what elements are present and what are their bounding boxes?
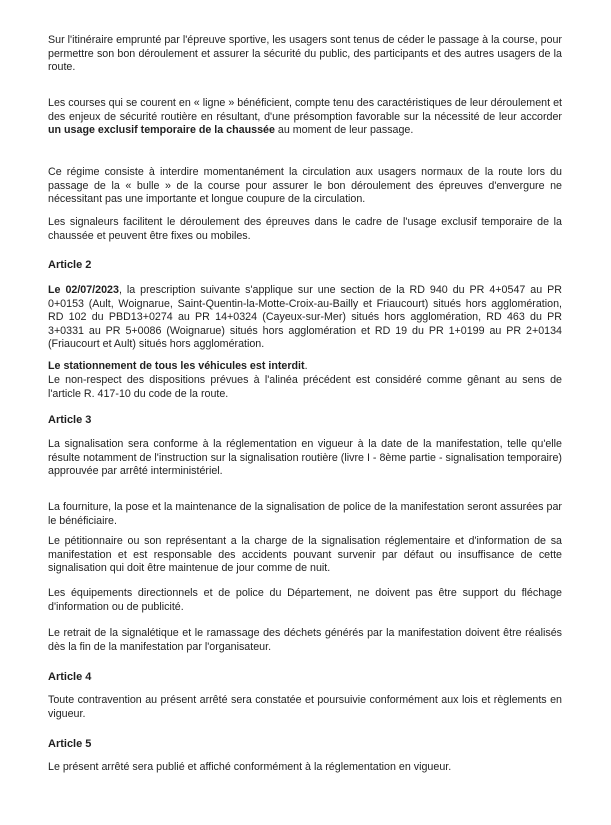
article-5-heading: Article 5 [48, 738, 92, 750]
article-3-paragraph-2: La fourniture, la pose et la maintenance de la signalisation de police de la manifestation seront assurées par le bénéficiaire. [48, 501, 562, 527]
article-3-paragraph-1: La signalisation sera conforme à la réglementation en vigueur à la date de la manifestation, telle qu'elle résulte notamment de l'instruction sur la signalisation routière (livre I - 8ème partie - signalisation temporaire) approuvée par arrêté interministériel. [48, 438, 562, 477]
intro-p2-text-start: Les courses qui se courent en « ligne » bénéficient, compte tenu des caractéristiques de leur déroulement et des enjeux de sécurité routière en résultant, d'une présomption favorable sur la nécessité de leur accorder [48, 97, 562, 123]
intro-paragraph-3: Ce régime consiste à interdire momentanément la circulation aux usagers normaux de la route lors du passage de la « bulle » de la course pour assurer le bon déroulement des épreuves d'envergure ne nécessitant pas une importante et longue coupure de la circulation. [48, 166, 562, 205]
intro-paragraph-4: Les signaleurs facilitent le déroulement des épreuves dans le cadre de l'usage exclusif temporaire de la chaussée et peuvent être fixes ou mobiles. [48, 216, 562, 242]
article-2-date: Le 02/07/2023 [48, 284, 119, 296]
article-3-paragraph-5: Le retrait de la signalétique et le ramassage des déchets générés par la manifestation doivent être réalisés dès la fin de la manifestation par l'organisateur. [48, 627, 562, 653]
intro-paragraph-1: Sur l'itinéraire emprunté par l'épreuve sportive, les usagers sont tenus de céder le passage à la course, pour permettre son bon déroulement et assurer la sécurité du public, des participants et des autres usagers de la route. [48, 34, 562, 73]
article-2-heading: Article 2 [48, 259, 92, 271]
intro-paragraph-2 [48, 97, 562, 138]
article-3-heading: Article 3 [48, 414, 92, 426]
intro-p2-emphasis: un usage exclusif temporaire de la chaussée [48, 124, 275, 136]
article-2-paragraph-1 [48, 284, 562, 352]
intro-p2-text-end: au moment de leur passage. [274, 124, 414, 136]
parking-ban-period: . [304, 360, 308, 372]
parking-ban-text: Le stationnement de tous les véhicules est interdit [48, 360, 305, 372]
article-2-prescription: , la prescription suivante s'applique sur une section de la RD 940 du PR 4+0547 au PR 0+0153 (Ault, Woignarue, Saint-Quentin-la-Motte-Croix-au-Bailly et Friaucourt) situés hors agglomération, RD 102 du PBD13+0274 au PR 14+0324 (Cayeux-sur-Mer) situés hors agglomération, RD 463 du PR 3+0331 au PR 5+0086 (Woignarue) situés hors agglomération et RD 19 du PR 1+0199 au PR 2+0134 (Friaucourt et Ault) situés hors agglomération. [48, 284, 562, 350]
article-3-paragraph-4: Les équipements directionnels et de police du Département, ne doivent pas être support du fléchage d'information ou de publicité. [48, 587, 562, 613]
article-5-paragraph-1: Le présent arrêté sera publié et affiché conformément à la réglementation en vigueur. [48, 761, 452, 773]
article-3-paragraph-3: Le pétitionnaire ou son représentant a la charge de la signalisation réglementaire et d'information de sa manifestation et est responsable des accidents pouvant survenir par défaut ou insuffisance de cette signalisation qui doit être maintenue de jour comme de nuit. [48, 535, 562, 574]
article-2-paragraph-2 [48, 360, 562, 374]
article-4-heading: Article 4 [48, 671, 92, 683]
article-4-paragraph-1: Toute contravention au présent arrêté sera constatée et poursuivie conformément aux lois et règlements en vigueur. [48, 694, 562, 720]
article-2-paragraph-3: Le non-respect des dispositions prévues à l'alinéa précédent est considéré comme gênant au sens de l'article R. 417-10 du code de la route. [48, 374, 562, 400]
